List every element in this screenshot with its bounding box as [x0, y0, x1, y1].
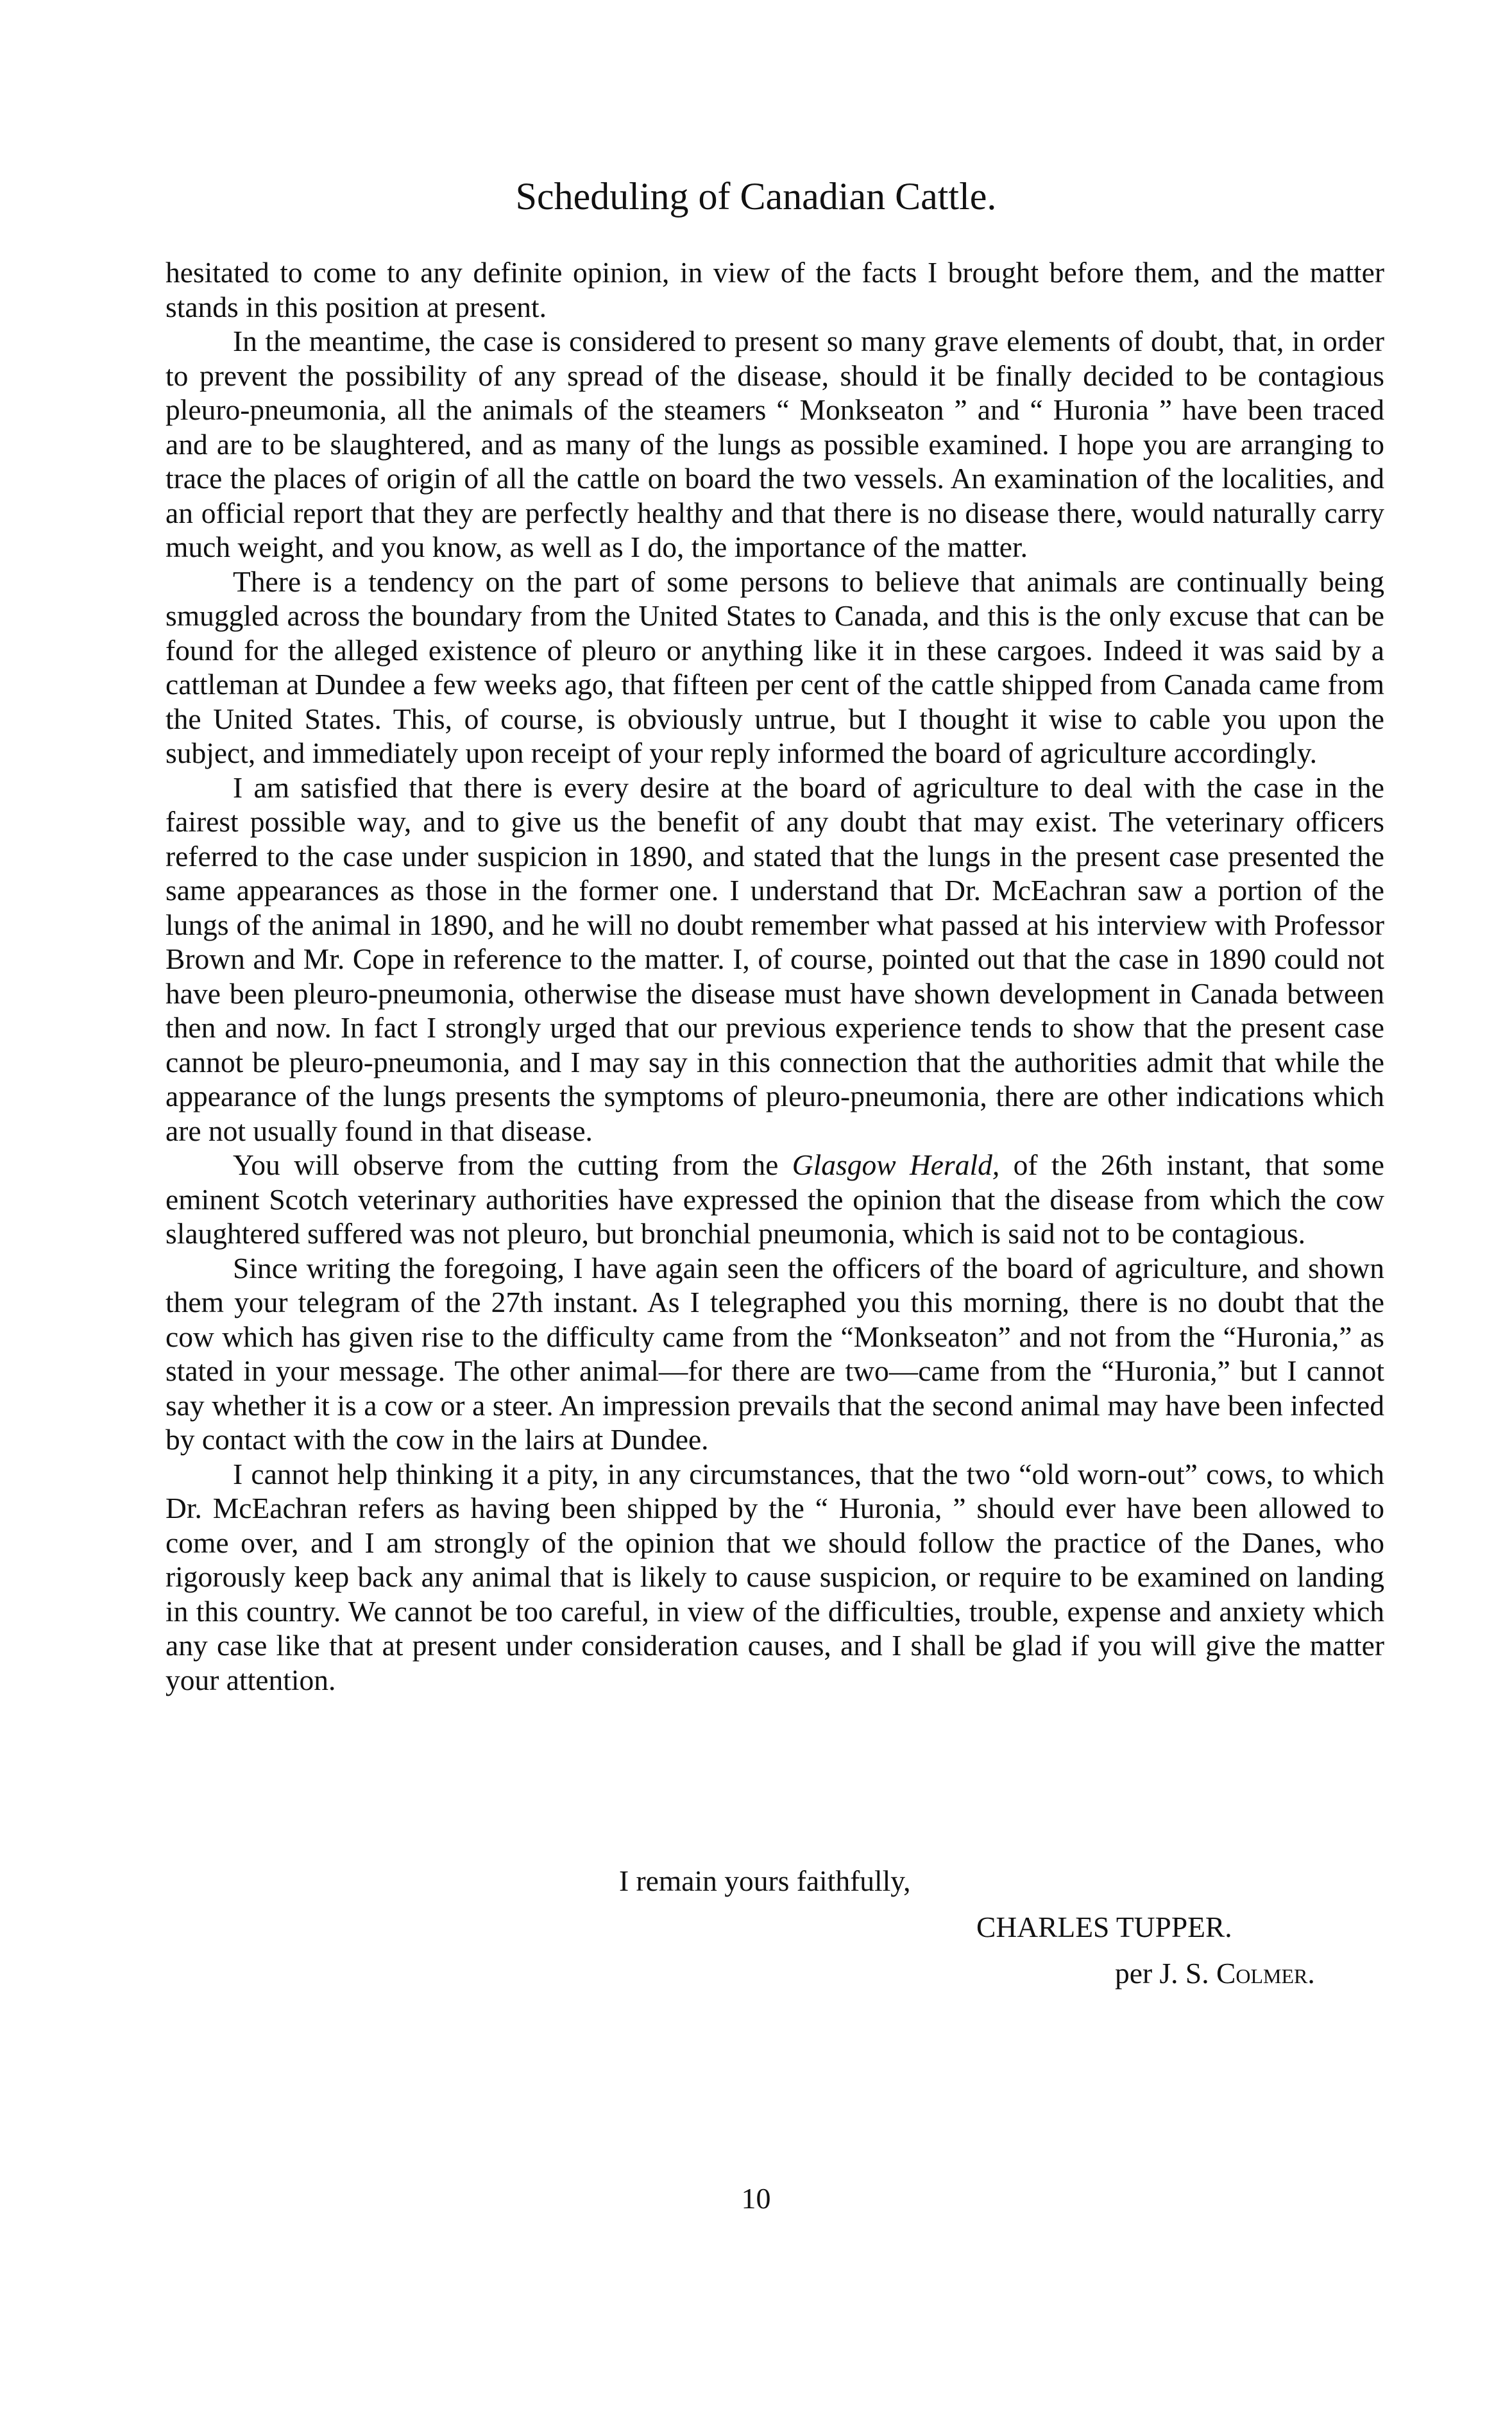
paragraph-7-text: I cannot help thinking it a pity, in any circumstances, that the two “old worn-out” cows, to which Dr. McEachran refers as having been shipped by the “ Huronia, ” should ever have been allowed to come over, and I am strongly of the opinion that we should follow the practice of the Danes, who rigorously keep back any animal that is likely to cause suspicion, or require to be examined on landing in this country. We cannot be too careful, in view of the difficulties, trouble, expense and anxiety which any case like that at present under consideration causes, and I shall be glad if you will give the matter your attention. [166, 1457, 1384, 1696]
paragraph-6 [166, 1251, 1384, 1457]
paragraph-2-text: In the meantime, the case is considered to present so many grave elements of doubt, that, in order to prevent the possibility of any spread of the disease, should it be finally decided to be contagious pleuro-pneumonia, all the animals of the steamers “ Monkseaton ” and “ Huronia ” have been traced and are to be slaughtered, and as many of the lungs as possible examined. I hope you are arranging to trace the places of origin of all the cattle on board the two vessels. An examination of the localities, and an official report that they are perfectly healthy and that there is no disease there, would naturally carry much weight, and you know, as well as I do, the importance of the matter. [166, 325, 1384, 563]
paragraph-7 [166, 1457, 1384, 1698]
per-line [1115, 1956, 1315, 1991]
paragraph-5 [166, 1148, 1384, 1251]
paragraph-5-text-a: You will observe from the cutting from the [233, 1148, 792, 1181]
paragraph-5-text-b: of the 26th instant, that some eminent Scotch veterinary authorities have expressed the opinion that the disease from which the cow slaughtered suffered was not pleuro, but bronchial pneumonia, which is said not to be contagious. [166, 1148, 1384, 1250]
paragraph-4 [166, 771, 1384, 1148]
paragraph-3-text: There is a tendency on the part of some persons to believe that animals are continually being smuggled across the boundary from the United States to Canada, and this is the only excuse that can be found for the alleged existence of pleuro or anything like it in these cargoes. Indeed it was said by a cattleman at Dundee a few weeks ago, that fifteen per cent of the cattle shipped from Canada came from the United States. This, of course, is obviously untrue, but I thought it wise to cable you upon the subject, and immediately upon receipt of your reply informed the board of agriculture accordingly. [166, 565, 1384, 769]
paragraph-2 [166, 324, 1384, 565]
paragraph-1-text: hesitated to come to any definite opinion, in view of the facts I brought before them, and the matter stands in this position at present. [166, 256, 1384, 323]
paragraph-4-text: I am satisfied that there is every desire at the board of agriculture to deal with the case in the fairest possible way, and to give us the benefit of any doubt that may exist. The veterinary officers referred to the case under suspicion in 1890, and stated that the lungs in the present case presented the same appearances as those in the former one. I understand that Dr. McEachran saw a portion of the lungs of the animal in 1890, and he will no doubt remember what passed at his interview with Professor Brown and Mr. Cope in reference to the matter. I, of course, pointed out that the case in 1890 could not have been pleuro-pneumonia, otherwise the disease must have shown development in Canada between then and now. In fact I strongly urged that our previous experience tends to show that the present case cannot be pleuro-pneumonia, and I may say in this connection that the authorities admit that while the appearance of the lungs presents the symptoms of pleuro-pneumonia, there are other indications which are not usually found in that disease. [166, 771, 1384, 1147]
paragraph-3 [166, 565, 1384, 771]
paragraph-6-text: Since writing the foregoing, I have again seen the officers of the board of agriculture, and shown them your telegram of the 27th instant. As I telegraphed you this morning, there is no doubt that the cow which has given rise to the difficulty came from the “Monkseaton” and not from the “Huronia,” as stated in your message. The other animal—for there are two—came from the “Huronia,” but I cannot say whether it is a cow or a steer. An impression prevails that the second animal may have been infected by contact with the cow in the lairs at Dundee. [166, 1251, 1384, 1456]
salutation: I remain yours faithfully, [619, 1864, 911, 1897]
paragraph-1 [166, 255, 1384, 324]
per-name: Colmer. [1216, 1957, 1315, 1990]
newspaper-title: Glasgow Herald, [792, 1148, 1000, 1181]
page-number: 10 [741, 2182, 771, 2215]
letter-body [166, 255, 1384, 1697]
per-prefix: per J. S. [1115, 1957, 1216, 1990]
running-title: Scheduling of Canadian Cattle. [515, 175, 997, 217]
signature: CHARLES TUPPER. [976, 1911, 1232, 1943]
